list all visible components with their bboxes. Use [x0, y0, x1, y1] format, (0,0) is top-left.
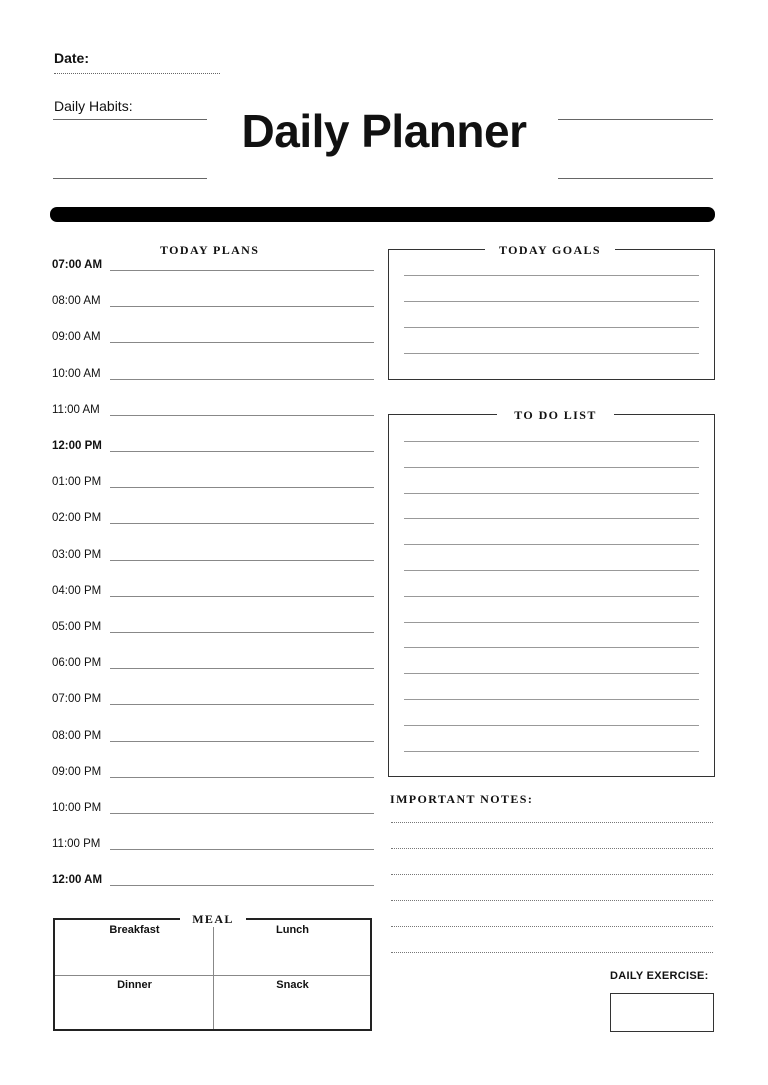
daily-exercise-field[interactable] — [610, 993, 714, 1032]
slot-time-label: 09:00 AM — [52, 331, 101, 343]
habit-line-right-2[interactable] — [558, 178, 713, 179]
schedule-slot[interactable] — [52, 617, 374, 633]
slot-time-label: 08:00 AM — [52, 295, 101, 307]
slot-write-line[interactable] — [110, 704, 374, 705]
schedule-slot[interactable] — [52, 255, 374, 271]
schedule-slot[interactable] — [52, 545, 374, 561]
slot-write-line[interactable] — [110, 849, 374, 850]
slot-time-label: 04:00 PM — [52, 585, 102, 597]
todo-line[interactable] — [404, 622, 699, 623]
schedule-slot[interactable] — [52, 364, 374, 380]
slot-time-label: 01:00 PM — [52, 476, 102, 488]
schedule-slot[interactable] — [52, 472, 374, 488]
todo-line[interactable] — [404, 441, 699, 442]
schedule-slot[interactable] — [52, 834, 374, 850]
today-goals-heading: TODAY GOALS — [485, 243, 615, 258]
date-field[interactable] — [54, 73, 220, 74]
slot-time-label: 05:00 PM — [52, 621, 102, 633]
slot-time-label: 12:00 AM — [52, 874, 103, 886]
goal-line[interactable] — [404, 275, 699, 276]
note-line[interactable] — [391, 822, 713, 823]
slot-write-line[interactable] — [110, 813, 374, 814]
schedule-slot[interactable] — [52, 581, 374, 597]
page-title: Daily Planner — [241, 105, 527, 157]
important-notes-heading: IMPORTANT NOTES: — [390, 792, 534, 806]
todo-line[interactable] — [404, 596, 699, 597]
schedule-slot[interactable] — [52, 653, 374, 669]
schedule-slot[interactable] — [52, 726, 374, 742]
schedule-slot[interactable] — [52, 870, 374, 886]
schedule-slot[interactable] — [52, 508, 374, 524]
slot-write-line[interactable] — [110, 777, 374, 778]
slot-write-line[interactable] — [110, 306, 374, 307]
date-label: Date: — [54, 50, 90, 66]
slot-write-line[interactable] — [110, 487, 374, 488]
schedule-slot[interactable] — [52, 762, 374, 778]
meal-horizontal-divider — [55, 975, 370, 976]
meal-dinner-label: Dinner — [117, 979, 152, 991]
goal-line[interactable] — [404, 353, 699, 354]
note-line[interactable] — [391, 874, 713, 875]
slot-write-line[interactable] — [110, 342, 374, 343]
todo-line[interactable] — [404, 647, 699, 648]
todo-line[interactable] — [404, 467, 699, 468]
todo-line[interactable] — [404, 751, 699, 752]
todo-line[interactable] — [404, 544, 699, 545]
schedule-slot[interactable] — [52, 291, 374, 307]
todo-line[interactable] — [404, 673, 699, 674]
schedule-slot[interactable] — [52, 400, 374, 416]
note-line[interactable] — [391, 926, 713, 927]
slot-time-label: 07:00 PM — [52, 693, 102, 705]
slot-time-label: 11:00 PM — [52, 838, 101, 850]
slot-write-line[interactable] — [110, 632, 374, 633]
slot-write-line[interactable] — [110, 741, 374, 742]
schedule-slot[interactable] — [52, 327, 374, 343]
today-goals-box — [388, 249, 715, 380]
slot-time-label: 08:00 PM — [52, 730, 102, 742]
meal-box — [53, 918, 372, 1031]
slot-write-line[interactable] — [110, 451, 374, 452]
slot-time-label: 02:00 PM — [52, 512, 102, 524]
goal-line[interactable] — [404, 301, 699, 302]
todo-line[interactable] — [404, 725, 699, 726]
today-plans-heading: TODAY PLANS — [160, 243, 260, 257]
habit-line-left-2[interactable] — [53, 178, 207, 179]
slot-write-line[interactable] — [110, 270, 374, 271]
note-line[interactable] — [391, 952, 713, 953]
slot-write-line[interactable] — [110, 560, 374, 561]
slot-time-label: 06:00 PM — [52, 657, 102, 669]
slot-time-label: 12:00 PM — [52, 440, 102, 452]
slot-write-line[interactable] — [110, 885, 374, 886]
slot-time-label: 11:00 AM — [52, 404, 100, 416]
header-divider-bar — [50, 207, 715, 222]
todo-line[interactable] — [404, 699, 699, 700]
todo-line[interactable] — [404, 518, 699, 519]
slot-write-line[interactable] — [110, 523, 374, 524]
daily-habits-label: Daily Habits: — [54, 98, 133, 114]
todo-line[interactable] — [404, 570, 699, 571]
slot-write-line[interactable] — [110, 596, 374, 597]
meal-breakfast-label: Breakfast — [109, 924, 160, 936]
schedule-slot[interactable] — [52, 689, 374, 705]
meal-heading: MEAL — [180, 912, 246, 927]
slot-write-line[interactable] — [110, 415, 374, 416]
todo-list-heading: TO DO LIST — [497, 408, 614, 423]
schedule-slot[interactable] — [52, 436, 374, 452]
note-line[interactable] — [391, 848, 713, 849]
slot-time-label: 07:00 AM — [52, 259, 103, 271]
goal-line[interactable] — [404, 327, 699, 328]
meal-snack-label: Snack — [276, 979, 309, 991]
note-line[interactable] — [391, 900, 713, 901]
schedule-slot[interactable] — [52, 798, 374, 814]
todo-line[interactable] — [404, 493, 699, 494]
slot-time-label: 03:00 PM — [52, 549, 102, 561]
slot-time-label: 10:00 PM — [52, 802, 102, 814]
daily-exercise-label: DAILY EXERCISE: — [610, 970, 709, 982]
slot-write-line[interactable] — [110, 668, 374, 669]
meal-lunch-label: Lunch — [276, 924, 309, 936]
slot-time-label: 10:00 AM — [52, 368, 101, 380]
slot-write-line[interactable] — [110, 379, 374, 380]
slot-time-label: 09:00 PM — [52, 766, 102, 778]
